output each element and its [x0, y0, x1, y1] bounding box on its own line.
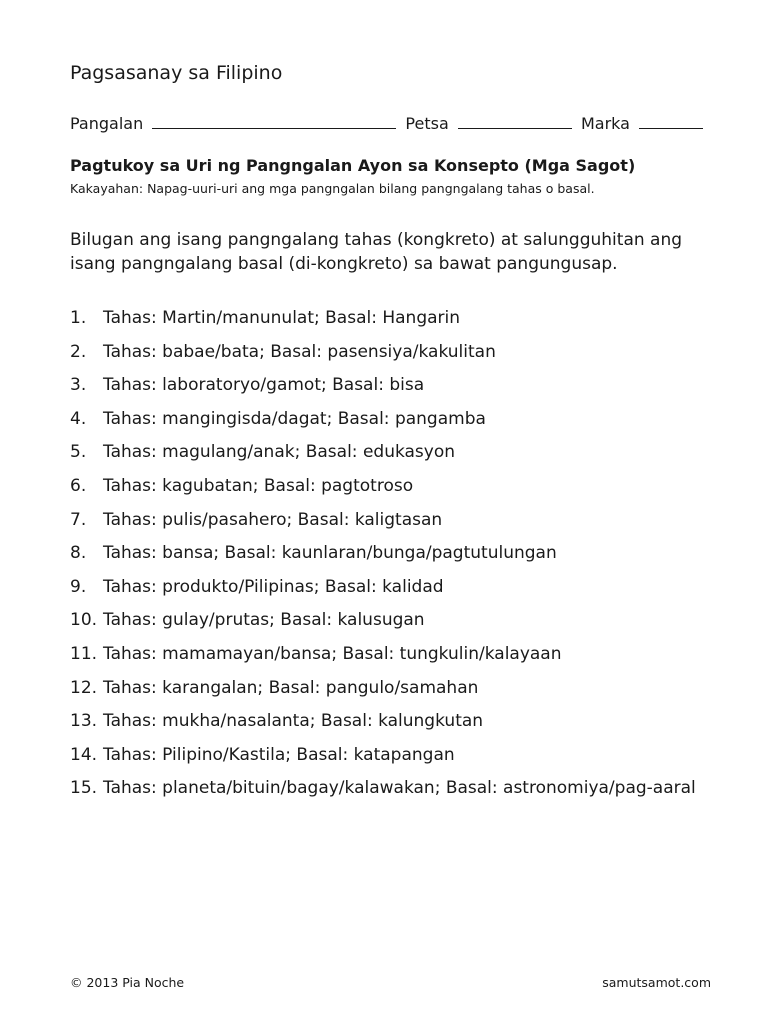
- list-item: [70, 541, 720, 566]
- list-item: [70, 743, 720, 768]
- item-text: Tahas: planeta/bituin/bagay/kalawakan; Basal: astronomiya/pag-aaral: [103, 778, 696, 799]
- item-text: Tahas: mukha/nasalanta; Basal: kalungkutan: [103, 711, 484, 732]
- list-item: [70, 608, 720, 633]
- item-number: 14.: [70, 744, 98, 765]
- item-number: 2.: [70, 341, 87, 362]
- list-item: [70, 575, 720, 600]
- skill-statement: Kakayahan: Napag-uuri-uri ang mga pangngalan bilang pangngalang tahas o basal.: [70, 181, 595, 196]
- list-item: [70, 340, 720, 365]
- list-item: [70, 676, 720, 701]
- instructions: Bilugan ang isang pangngalang tahas (kongkreto) at salungguhitan ang isang pangngalang basal (di-kongkreto) sa bawat pangungusap.: [70, 230, 683, 274]
- item-text: Tahas: magulang/anak; Basal: edukasyon: [103, 442, 456, 463]
- copyright-notice: © 2013 Pia Noche: [70, 975, 185, 990]
- name-blank-line: [152, 114, 396, 129]
- score-label: Marka: [580, 114, 630, 133]
- answer-list: [70, 306, 720, 810]
- score-blank-line: [639, 114, 703, 129]
- item-number: 3.: [70, 375, 87, 396]
- item-text: Tahas: mangingisda/dagat; Basal: pangamba: [103, 408, 486, 429]
- item-number: 1.: [70, 308, 87, 328]
- list-item: [70, 373, 720, 398]
- list-item: [70, 508, 720, 533]
- name-label: Pangalan: [70, 114, 144, 133]
- item-number: 8.: [70, 543, 87, 564]
- item-number: 5.: [70, 442, 87, 463]
- item-text: Tahas: Pilipino/Kastila; Basal: katapangan: [103, 744, 455, 765]
- item-text: Tahas: babae/bata; Basal: pasensiya/kakulitan: [103, 341, 496, 362]
- worksheet-title: Pagsasanay sa Filipino: [70, 62, 283, 84]
- item-text: Tahas: pulis/pasahero; Basal: kaligtasan: [103, 509, 443, 530]
- list-item: [70, 440, 720, 465]
- item-text: Tahas: laboratoryo/gamot; Basal: bisa: [103, 375, 425, 396]
- item-text: Tahas: mamamayan/bansa; Basal: tungkulin/kalayaan: [103, 643, 562, 664]
- item-number: 11.: [70, 643, 98, 664]
- list-item: [70, 407, 720, 432]
- website-link[interactable]: samutsamot.com: [602, 975, 711, 990]
- date-blank-line: [458, 114, 572, 129]
- item-number: 4.: [70, 408, 87, 429]
- item-number: 15.: [70, 778, 98, 799]
- list-item: [70, 776, 720, 801]
- item-number: 12.: [70, 677, 98, 698]
- section-heading: Pagtukoy sa Uri ng Pangngalan Ayon sa Konsepto (Mga Sagot): [70, 156, 636, 175]
- item-text: Tahas: produkto/Pilipinas; Basal: kalidad: [103, 576, 444, 597]
- date-label: Petsa: [405, 114, 449, 133]
- item-number: 9.: [70, 576, 87, 597]
- item-text: Tahas: gulay/prutas; Basal: kalusugan: [103, 610, 425, 631]
- list-item: [70, 474, 720, 499]
- item-text: Tahas: Martin/manunulat; Basal: Hangarin: [103, 308, 461, 328]
- list-item: [70, 709, 720, 734]
- item-number: 13.: [70, 711, 98, 732]
- item-number: 6.: [70, 475, 87, 496]
- item-number: 10.: [70, 610, 98, 631]
- list-item: [70, 306, 720, 331]
- item-text: Tahas: karangalan; Basal: pangulo/samahan: [103, 677, 479, 698]
- item-text: Tahas: bansa; Basal: kaunlaran/bunga/pagtutulungan: [103, 543, 557, 564]
- list-item: [70, 642, 720, 667]
- item-number: 7.: [70, 509, 87, 530]
- item-text: Tahas: kagubatan; Basal: pagtotroso: [103, 475, 414, 496]
- student-info-row: [70, 114, 707, 133]
